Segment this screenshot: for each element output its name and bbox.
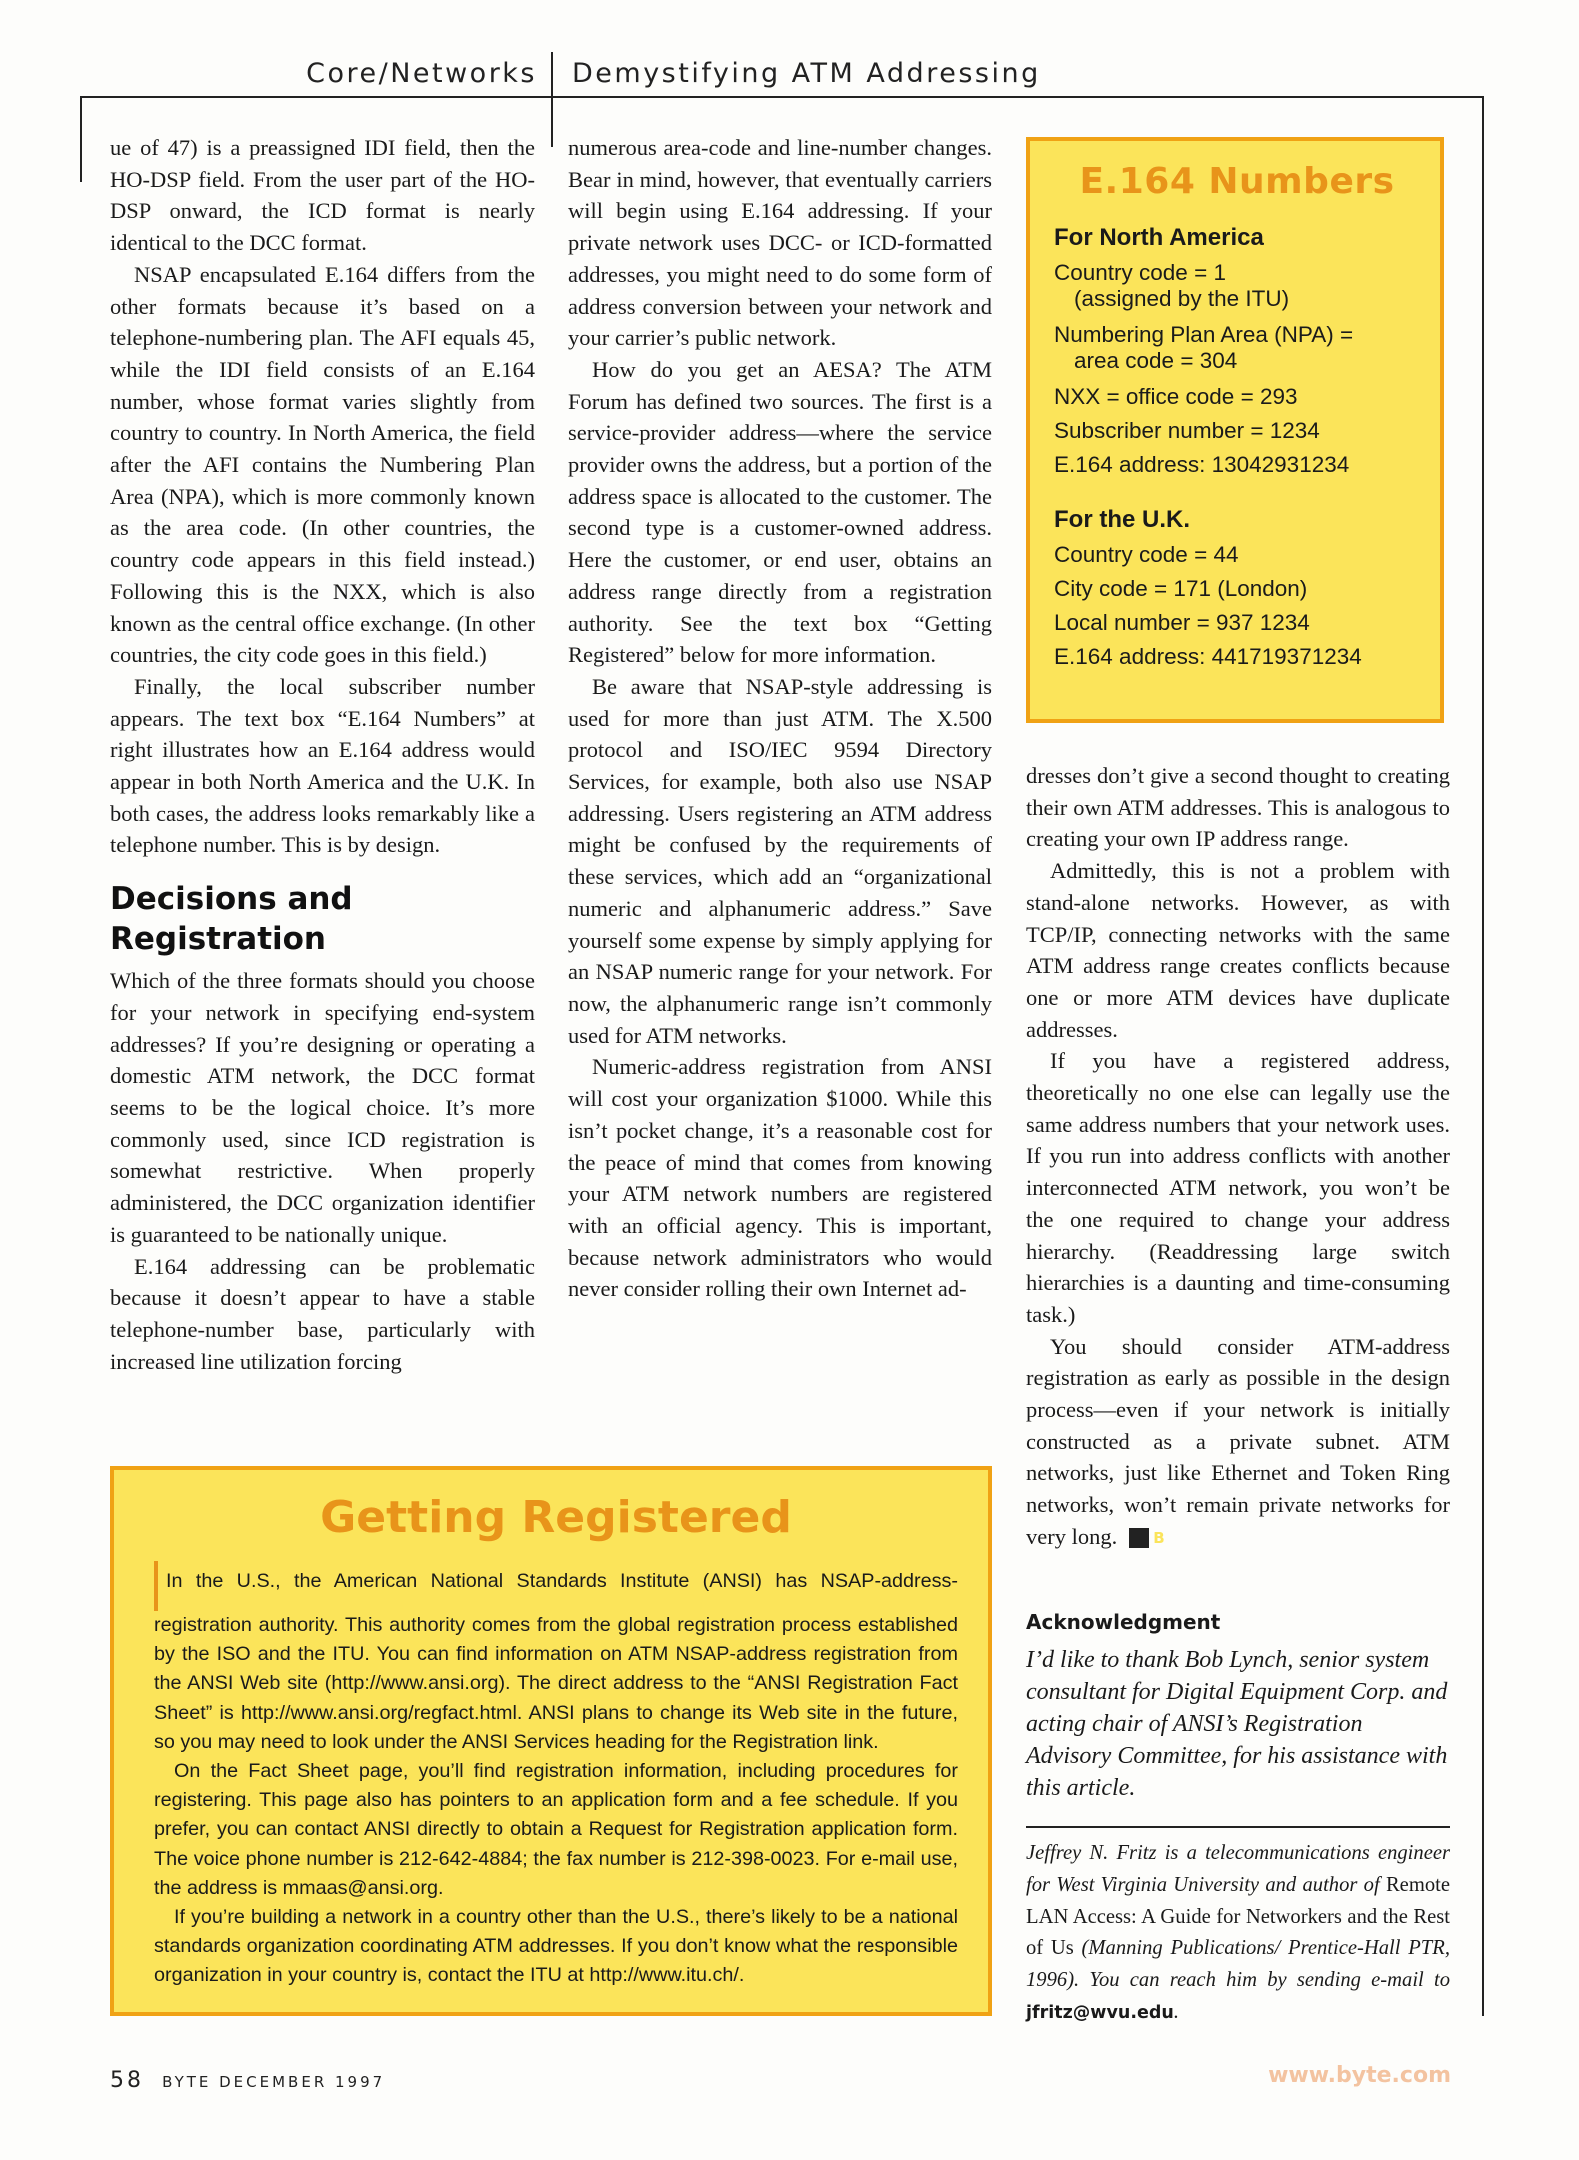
sidebar-line: City code = 171 (London) (1054, 576, 1308, 601)
body-paragraph: If you have a registered address, theoretically no one else can legally use the same address numbers that your network uses. If you run into address conflicts with another interconnected ATM network, you won’t be the one required to change your address hierarchy. (Readdressing large switch hierarchies is a daunting and time-consuming task.) (1026, 1048, 1450, 1327)
section-label: Core/Networks (306, 58, 537, 89)
sidebar-line: E.164 address: 13042931234 (1054, 452, 1350, 477)
running-head (0, 52, 1579, 96)
header-divider (551, 52, 553, 147)
body-paragraph (1026, 1331, 1450, 1553)
author-email: jfritz@wvu.edu (1026, 2002, 1174, 2023)
body-text: You should consider ATM-address registration as early as possible in the design process—even if your network is initially constructed as a private subnet. ATM networks, just like Ethernet and Token Ring networks, won’t remain private networks for very long. (1026, 1333, 1450, 1549)
bio-text: Jeffrey N. Fritz is a telecommunications engineer for West Virginia University and author of (1026, 1842, 1450, 1896)
body-paragraph: Admittedly, this is not a problem with stand-alone networks. However, as with TCP/IP, connecting networks with the same ATM address range creates conflicts because one or more ATM devices have duplicate addresses. (1026, 858, 1450, 1042)
magazine-issue: BYTE DECEMBER 1997 (162, 2073, 386, 2091)
sidebar-title: E.164 Numbers (1079, 161, 1395, 202)
body-paragraph: ue of 47) is a preassigned IDI field, then the HO-DSP field. From the user part of the HO-DSP onward, the ICD format is nearly identical to the DCC format. (110, 135, 535, 256)
e164-sidebar (1026, 137, 1444, 723)
bio-text: (Manning Publications/ Prentice-Hall PTR, 1996). You can reach him by sending e-mail to (1026, 1937, 1450, 1992)
sidebar-line: (assigned by the ITU) (1074, 286, 1290, 311)
body-paragraph: Finally, the local subscriber number appears. The text box “E.164 Numbers” at right illustrates how an E.164 address would appear in both North America and the U.K. In both cases, the address looks remarkably like a telephone number. This is by design. (110, 673, 535, 858)
sidebar-title: Getting Registered (320, 1492, 792, 1543)
body-paragraph: Be aware that NSAP-style addressing is used for more than just ATM. The X.500 protocol and ISO/IEC 9594 Directory Services, for example, both also use NSAP addressing. Users registering an ATM address might be confused by the requirements of these services, which add an “organizational numeric and alphanumeric address.” Save yourself some expense by simply applying for an NSAP numeric range for your network. For now, the alphanumeric range isn’t commonly used for ATM networks. (568, 673, 992, 1048)
book-title: Remote LAN Access: A Guide for Networkers and the Rest of Us (1026, 1873, 1450, 1960)
body-column-2 (568, 132, 992, 1305)
sidebar-paragraph: If you’re building a network in a country other than the U.S., there’s likely to be a national standards organization coordinating ATM addresses. If you don’t know what the responsible organization in your country is, contact the ITU at http://www.itu.ch/. (154, 1906, 958, 1987)
section-heading: Decisions and Registration (110, 881, 353, 958)
sidebar-line: Country code = 44 (1054, 542, 1239, 567)
author-bio (1026, 1838, 1450, 2030)
drop-cap-bar (154, 1561, 158, 1611)
acknowledgment-text: I’d like to thank Bob Lynch, senior system consultant for Digital Equipment Corp. and acting chair of ANSI’s Registration Advisory Committee, for his assistance with this article. (1026, 1647, 1448, 1801)
site-url: www.byte.com (1268, 2063, 1451, 2088)
sidebar-text: In the U.S., the American National Standards Institute (ANSI) has NSAP-address-registration authority. This authority comes from the global registration process established by the ISO and the ITU. You can find information on ATM NSAP-address registration from the ANSI Web site (http://www.ansi.org). The direct address to the “ANSI Registration Fact Sheet” is http://www.ansi.org/regfact.html. ANSI plans to change its Web site in the future, so you may need to look under the ANSI Services heading for the Registration link. (154, 1570, 958, 1753)
body-paragraph: Which of the three formats should you choose for your network in specifying end-system addresses? If you’re designing or operating a domestic ATM network, the DCC format seems to be the logical choice. It’s more commonly used, since ICD registration is somewhat restrictive. When properly administered, the DCC organization identifier is guaranteed to be nationally unique. (110, 968, 535, 1247)
sidebar-subheading: For North America (1054, 224, 1264, 251)
sidebar-line: E.164 address: 441719371234 (1054, 644, 1362, 669)
body-column-1 (110, 132, 535, 1377)
end-mark-icon: B (1129, 1528, 1149, 1548)
sidebar-line: Local number = 937 1234 (1054, 610, 1310, 635)
frame-rule-top (80, 96, 1484, 98)
body-paragraph: Numeric-address registration from ANSI will cost your organization $1000. While this isn’t pocket change, it’s a reasonable cost for the peace of mind that comes from knowing your ATM network numbers are registered with an official agency. This is important, because network administrators who would never consider rolling their own Internet ad- (568, 1054, 992, 1302)
body-column-3 (1026, 760, 1450, 1553)
frame-rule-right (1482, 96, 1484, 2016)
getting-registered-sidebar (110, 1466, 992, 2016)
sidebar-line: Country code = 1 (1054, 260, 1226, 285)
sidebar-line: Numbering Plan Area (NPA) = (1054, 322, 1354, 347)
sidebar-paragraph: On the Fact Sheet page, you’ll find registration information, including procedures for registering. This page also has pointers to an application form and a fee schedule. If you prefer, you can contact ANSI directly to obtain a Request for Registration application form. The voice phone number is 212-642-4884; the fax number is 212-398-0023. For e-mail use, the address is mmaas@ansi.org. (154, 1760, 958, 1899)
sidebar-line: area code = 304 (1074, 348, 1238, 373)
body-paragraph: NSAP encapsulated E.164 differs from the other formats because it’s based on a telephone-numbering plan. The AFI equals 45, while the IDI field consists of an E.164 number, whose format varies slightly from country to country. In North America, the field after the AFI contains the Numbering Plan Area (NPA), which is more commonly known as the area code. (In other countries, the country code appears in this field instead.) Following this is the NXX, which is also known as the central office exchange. (In other countries, the city code goes in this field.) (110, 261, 535, 668)
body-paragraph: numerous area-code and line-number changes. Bear in mind, however, that eventually carriers will begin using E.164 addressing. If your private network uses DCC- or ICD-formatted addresses, you might need to do some form of address conversion between your network and your carrier’s public network. (568, 135, 992, 351)
folio (110, 2068, 385, 2093)
frame-rule-left (80, 96, 82, 182)
body-paragraph: dresses don’t give a second thought to creating their own ATM addresses. This is analogous to creating your own IP address range. (1026, 763, 1450, 852)
sidebar-line: NXX = office code = 293 (1054, 384, 1298, 409)
body-paragraph: E.164 addressing can be problematic because it doesn’t appear to have a stable telephone-number base, particularly with increased line utilization forcing (110, 1253, 535, 1374)
article-title: Demystifying ATM Addressing (572, 58, 1041, 89)
sidebar-paragraph (154, 1561, 958, 1757)
sidebar-subheading: For the U.K. (1054, 506, 1190, 533)
page-number: 58 (110, 2068, 144, 2093)
acknowledgment-heading: Acknowledgment (1026, 1610, 1221, 1634)
bio-divider (1026, 1826, 1450, 1828)
sidebar-line: Subscriber number = 1234 (1054, 418, 1320, 443)
bio-period: . (1173, 2000, 1179, 2023)
body-paragraph: How do you get an AESA? The ATM Forum has defined two sources. The first is a service-provider address—where the service provider owns the address, but a portion of the address space is allocated to the customer. The second type is a customer-owned address. Here the customer, or end user, obtains an address range directly from a registration authority. See the text box “Getting Registered” below for more information. (568, 356, 992, 668)
